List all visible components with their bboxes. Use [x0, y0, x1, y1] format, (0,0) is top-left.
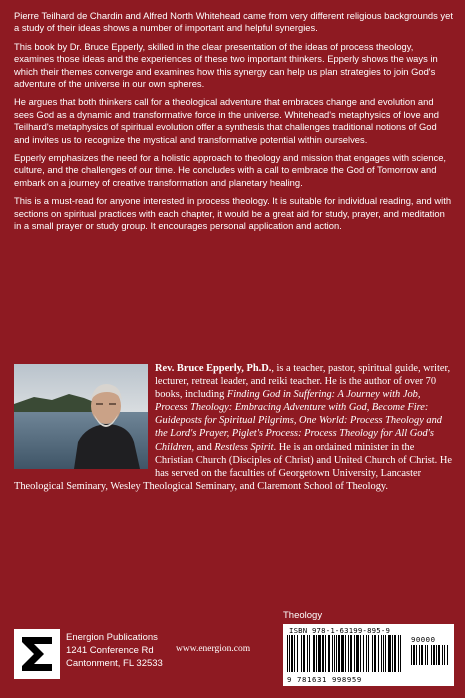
bio-book-title-last: Restless Spirit	[214, 441, 274, 453]
isbn-label: ISBN 978-1-63199-895-9	[289, 626, 391, 635]
isbn-barcode	[283, 624, 454, 686]
category-label: Theology	[283, 610, 323, 621]
publisher-name: Energion Publications	[66, 632, 158, 643]
energion-logo-icon	[14, 629, 60, 679]
barcode-addon-bars	[411, 645, 449, 675]
author-name: Rev. Bruce Epperly, Ph.D.	[155, 363, 272, 374]
author-bio	[14, 362, 454, 493]
publisher-info	[66, 632, 163, 670]
blurb-paragraph-1: Pierre Teilhard de Chardin and Alfred North Whitehead came from very different religious backgrounds yet a study of their ideas shows a number of important and helpful synergies.	[14, 10, 453, 34]
barcode-ean-digits: 9 781631 998959	[287, 675, 362, 684]
book-blurb	[14, 10, 454, 239]
publisher-block	[14, 629, 229, 679]
publisher-website: www.energion.com	[176, 644, 251, 654]
blurb-paragraph-4: Epperly emphasizes the need for a holistic approach to theology and mission that engages with science, culture, and the challenges of our time. He concludes with a call to embrace the God of Tomorrow and embark on a journey of creative transformation and planetary healing.	[14, 152, 447, 188]
blurb-paragraph-2: This book by Dr. Bruce Epperly, skilled in the clear presentation of the ideas of process theology, examines those ideas and the experiences of these two important thinkers. Epperly shows the ways in which their themes converge and examines how this synergy can help us plan strategies to join God's adventure of the universe in our own spheres.	[14, 40, 438, 90]
barcode-bars	[287, 635, 407, 675]
bio-text-1: , is a teacher, pastor, spiritual guide, writer, lecturer, retreat leader, and reiki teacher. He is the author of over 70 books, including	[155, 363, 451, 401]
bio-book-titles: Finding God in Suffering: A Journey with Job, Process Theology: Embracing Adventure with God, Become Fire: Guideposts for Spiritual Pilgrims, One World: Process Theology and the Lord's Prayer, Piglet's Process: Process Theology for All God's Children,	[155, 389, 442, 453]
barcode-addon-digits: 90000	[411, 635, 436, 644]
publisher-street: 1241 Conference Rd	[66, 644, 154, 656]
publisher-city: Cantonment, FL 32533	[66, 657, 163, 669]
blurb-paragraph-5: This is a must-read for anyone interested in process theology. It is suitable for individual reading, and with sections on spiritual practices with each chapter, it would be a great aid for study, prayer, and meditation in a small prayer or study group. It encourages personal application and action.	[14, 195, 452, 232]
bio-text-3: . He is an ordained minister in the Christian Church (Disciples of Christ) and United Church of Christ. He has served on the faculties of Georgetown University, Lancaster Theological Seminary, Wesley Theological Seminary, and Claremont School of Theology.	[14, 441, 452, 492]
bio-text-2: and	[194, 441, 215, 453]
blurb-paragraph-3: He argues that both thinkers call for a theological adventure that embraces change and evolution and sees God as a dynamic and transformative force in the universe. Whitehead's metaphysics of love and Teilhard's metaphysics of spiritual evolution offer a synthesis that challenges traditional notions of God and invites us to recognize the mystical and transformative potential within ourselves.	[14, 96, 439, 145]
